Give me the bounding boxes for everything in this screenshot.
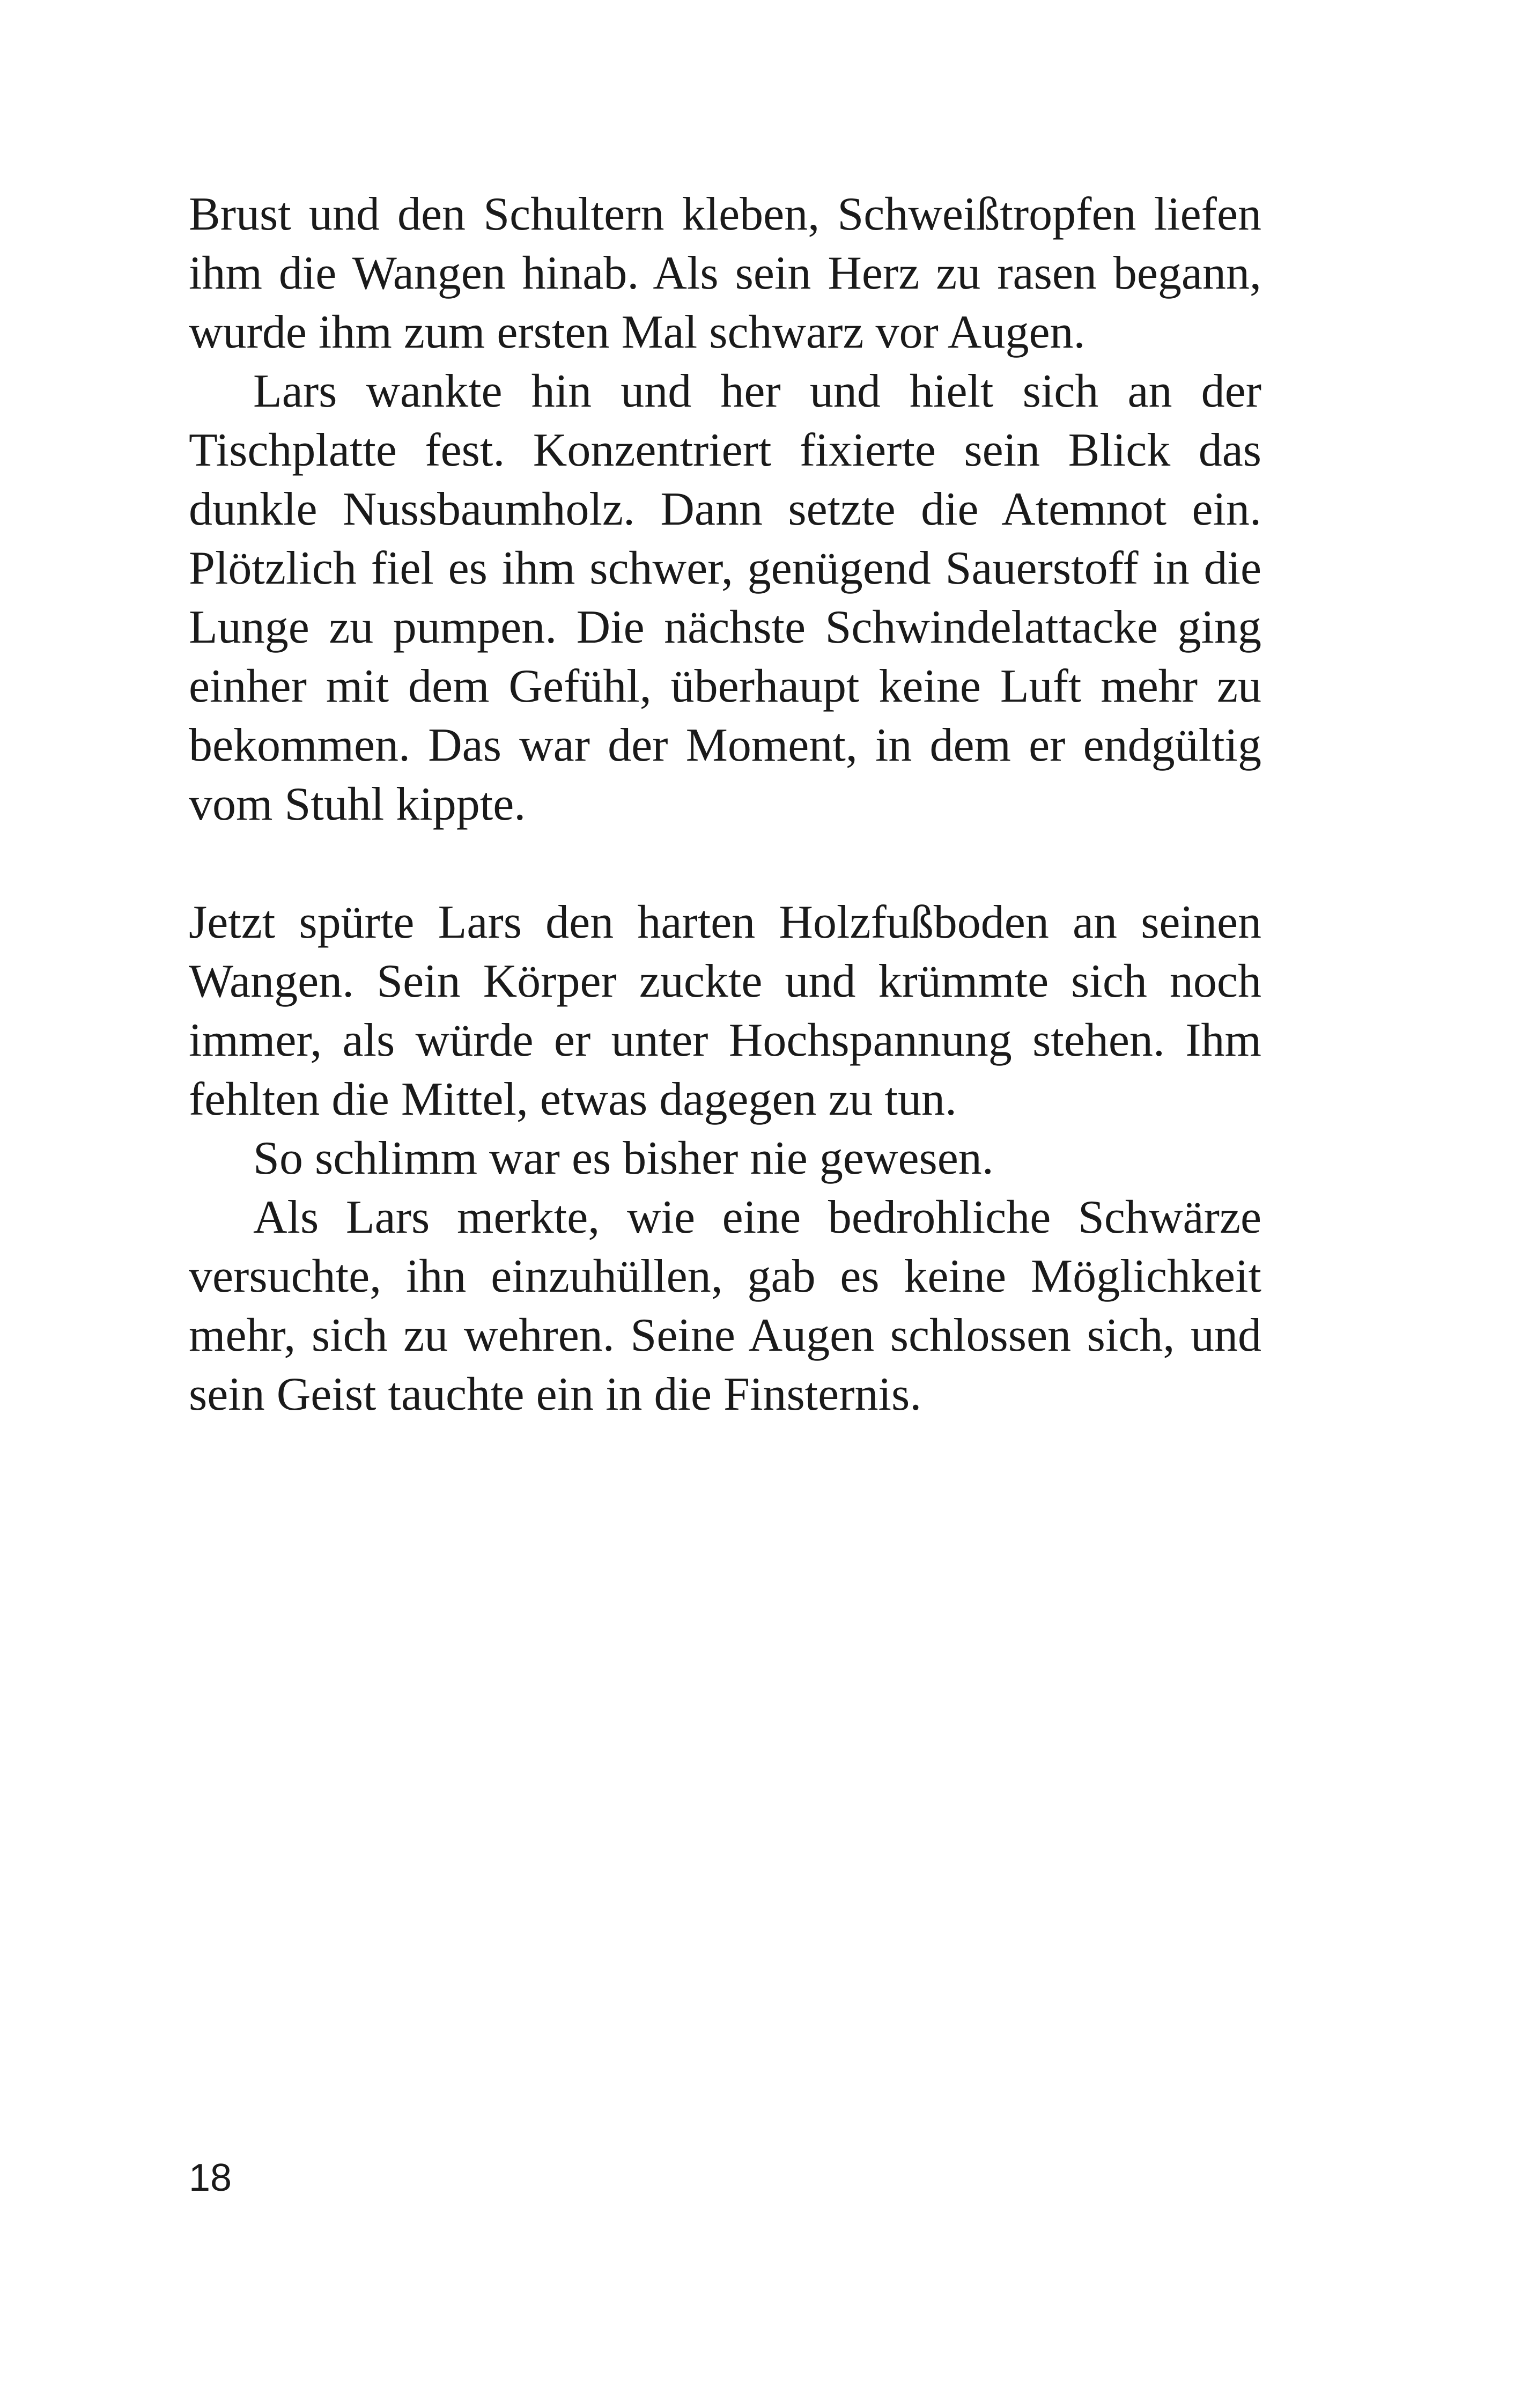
paragraph-3: Jetzt spürte Lars den harten Holzfußboden an seinen Wangen. Sein Körper zuckte und krümmte sich noch immer, als würde er unter Hochspannung stehen. Ihm fehlten die Mittel, etwas dagegen zu tun. — [189, 896, 1261, 1125]
body-text — [189, 185, 1261, 1424]
paragraph-4: So schlimm war es bisher nie gewesen. — [253, 1132, 994, 1184]
paragraph-1: Brust und den Schultern kleben, Schweißtropfen liefen ihm die Wangen hinab. Als sein Herz zu rasen begann, wurde ihm zum ersten Mal schwarz vor Augen. — [189, 188, 1261, 358]
page-number: 18 — [189, 2156, 232, 2199]
paragraph-5: Als Lars merkte, wie eine bedrohliche Schwärze versuchte, ihn einzuhüllen, gab es keine Möglichkeit mehr, sich zu wehren. Seine Augen schlossen sich, und sein Geist tauchte ein in die Finsternis. — [189, 1191, 1261, 1420]
paragraph-2: Lars wankte hin und her und hielt sich an der Tischplatte fest. Konzentriert fixierte sein Blick das dunkle Nussbaumholz. Dann setzte die Atemnot ein. Plötzlich fiel es ihm schwer, genügend Sauerstoff in die Lunge zu pumpen. Die nächste Schwindelattacke ging einher mit dem Gefühl, überhaupt keine Luft mehr zu bekommen. Das war der Moment, in dem er endgültig vom Stuhl kippte. — [189, 365, 1261, 830]
